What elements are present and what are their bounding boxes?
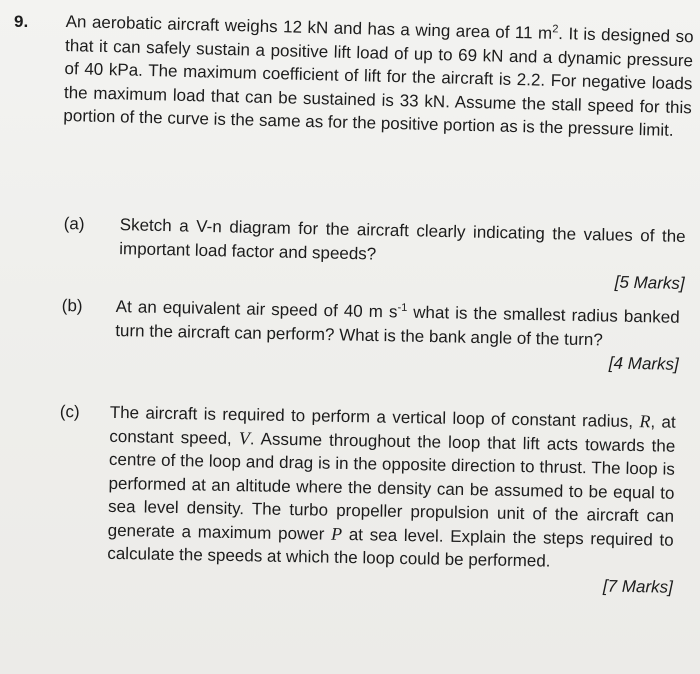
part-c-var-r: R	[639, 411, 651, 432]
part-c-text-1: The aircraft is required to perform a vertical loop of constant radius,	[109, 402, 640, 432]
part-b-label: (b)	[61, 295, 83, 316]
question-number: 9.	[14, 12, 29, 31]
part-b-marks: [4 Marks]	[608, 353, 679, 374]
part-c-var-v: V	[238, 427, 250, 448]
intro-text-part2: . It is designed so that it can safely sustain a positive lift load of up to 69 kN and a dynamic pressure of 40 kPa. The maximum coefficient of lift for the aircraft is 2.2. For negative loads the maximum load that can be sustained is 33 kN. Assume the stall speed for this portion of the curve is the same as for the positive portion as is the pressure limit.	[63, 24, 694, 140]
intro-text-part1: An aerobatic aircraft weighs 12 kN and has a wing area of 11 m	[65, 11, 553, 43]
part-b-text-2: what is the smallest radius banked turn the aircraft can perform? What is the bank angle of the turn?	[115, 302, 680, 349]
part-b-text-1: At an equivalent air speed of 40 m s	[115, 297, 398, 322]
part-a-body	[119, 213, 686, 295]
intro-superscript: 2	[552, 23, 559, 36]
part-c-text-3: . Assume throughout the loop that lift acts towards the centre of the loop and drag is in the opposite direction to thrust. The loop is performed at an altitude where the density can be assumed to be equal to sea level density. The turbo propeller propulsion unit of the aircraft can generate a maximum power	[107, 428, 676, 544]
part-a-text: Sketch a V-n diagram for the aircraft clearly indicating the values of the important load factor and speeds?	[119, 215, 686, 264]
part-c-var-p: P	[330, 523, 343, 544]
part-c-text-2: , at constant speed,	[109, 412, 676, 448]
part-b-superscript: -1	[397, 301, 408, 314]
part-a-label: (a)	[63, 213, 85, 234]
part-c-label: (c)	[59, 401, 80, 422]
part-c-marks: [7 Marks]	[602, 576, 674, 597]
part-c-text-4: at sea level. Explain the steps required to calculate the speeds at which the loop could be performed.	[107, 524, 674, 571]
part-c-body	[107, 401, 676, 599]
part-a-marks: [5 Marks]	[614, 272, 685, 294]
part-b-body	[115, 295, 680, 376]
question-intro	[63, 10, 694, 143]
